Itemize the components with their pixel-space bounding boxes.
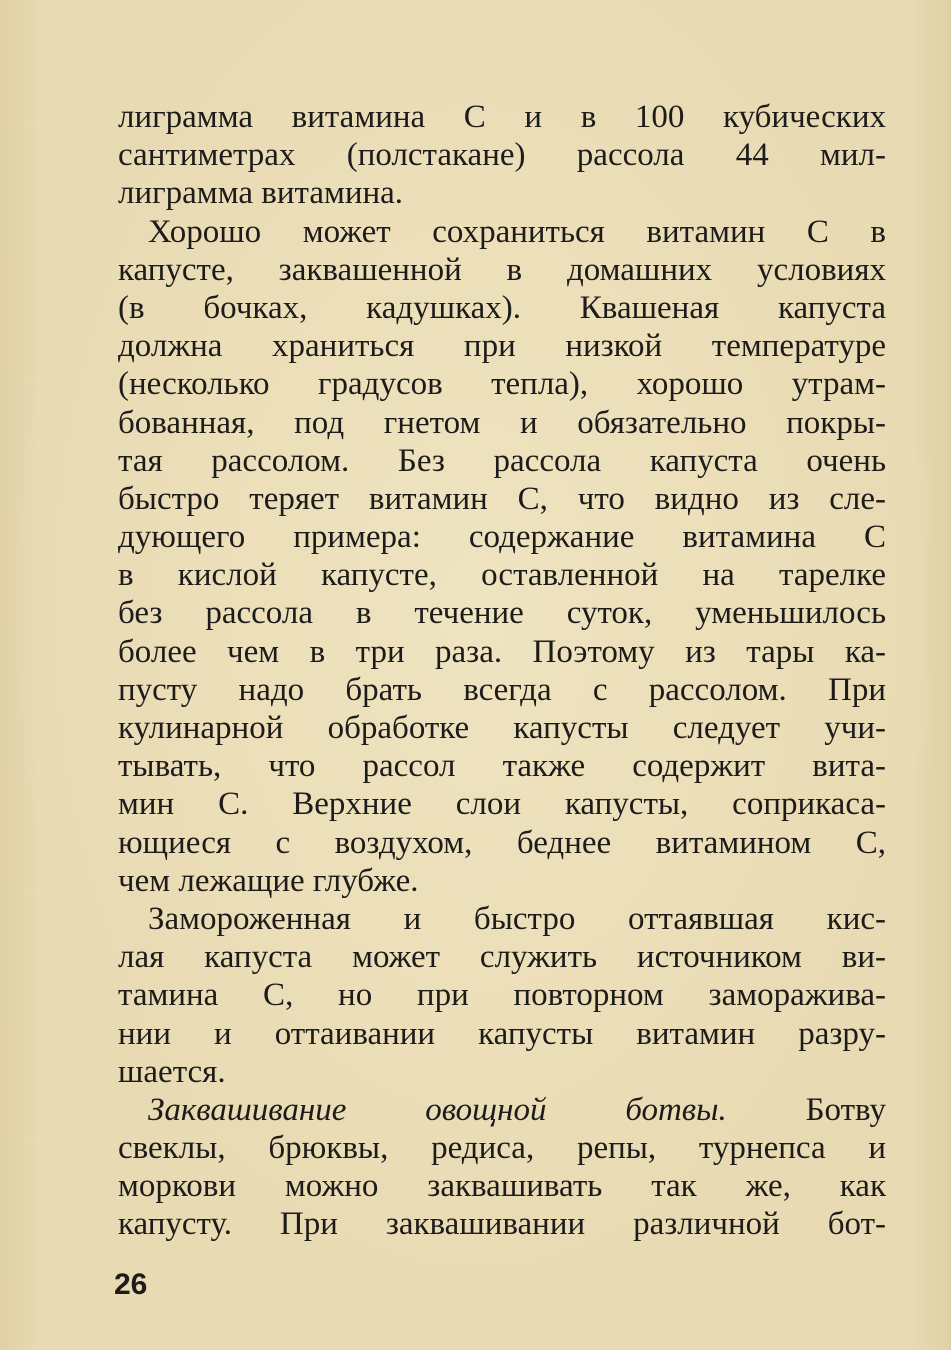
- text-line: быстро теряет витамин С, что видно из сле-: [118, 480, 886, 517]
- text-line: Хорошо может сохраниться витамин С в: [148, 213, 886, 250]
- text-line: тая рассолом. Без рассола капуста очень: [118, 442, 886, 479]
- text-line: дующего примера: содержание витамина С: [118, 519, 886, 556]
- text-line: тамина С, но при повторном заморажива-: [118, 977, 886, 1014]
- text-line: мин С. Верхние слои капусты, соприкаса-: [118, 786, 886, 823]
- text-line: капусту. При заквашивании различной бот-: [118, 1206, 886, 1243]
- text-line: нии и оттаивании капусты витамин разру-: [118, 1015, 886, 1052]
- text-line: моркови можно заквашивать так же, как: [118, 1168, 886, 1205]
- subheading-continuation: Ботву: [805, 1091, 886, 1128]
- text-line: чем лежащие глубже.: [118, 862, 419, 899]
- text-line: бованная, под гнетом и обязательно покры-: [118, 404, 886, 441]
- text-line-heading: [118, 1091, 886, 1129]
- text-line: свеклы, брюквы, редиса, репы, турнепса и: [118, 1130, 886, 1167]
- page-number: 26: [114, 1268, 148, 1301]
- text-line: лиграмма витамина С и в 100 кубических: [118, 99, 886, 135]
- text-line: капусте, заквашенной в домашних условиях: [118, 251, 886, 288]
- text-line: без рассола в течение суток, уменьшилось: [118, 595, 886, 632]
- text-line: ющиеся с воздухом, беднее витамином С,: [118, 824, 886, 861]
- text-line: (в бочках, кадушках). Квашеная капуста: [118, 289, 886, 326]
- text-line: кулинарной обработке капусты следует учи-: [118, 710, 886, 746]
- body-text: [118, 98, 886, 1244]
- text-line: лая капуста может служить источником ви-: [118, 939, 886, 976]
- text-line: сантиметрах (полстакане) рассола 44 мил-: [118, 137, 886, 174]
- subheading-italic: Заквашивание овощной ботвы.: [148, 1091, 727, 1128]
- text-line: тывать, что рассол также содержит вита-: [118, 748, 886, 785]
- text-line: Замороженная и быстро оттаявшая кис-: [148, 900, 886, 937]
- text-line: (несколько градусов тепла), хорошо утрам-: [118, 366, 886, 403]
- text-line: шается.: [118, 1053, 226, 1090]
- text-line: более чем в три раза. Поэтому из тары ка-: [118, 633, 886, 670]
- text-line: пусту надо брать всегда с рассолом. При: [118, 671, 886, 708]
- text-line: лиграмма витамина.: [118, 175, 404, 212]
- text-line: в кислой капусте, оставленной на тарелке: [118, 557, 886, 594]
- text-line: должна храниться при низкой температуре: [118, 328, 886, 365]
